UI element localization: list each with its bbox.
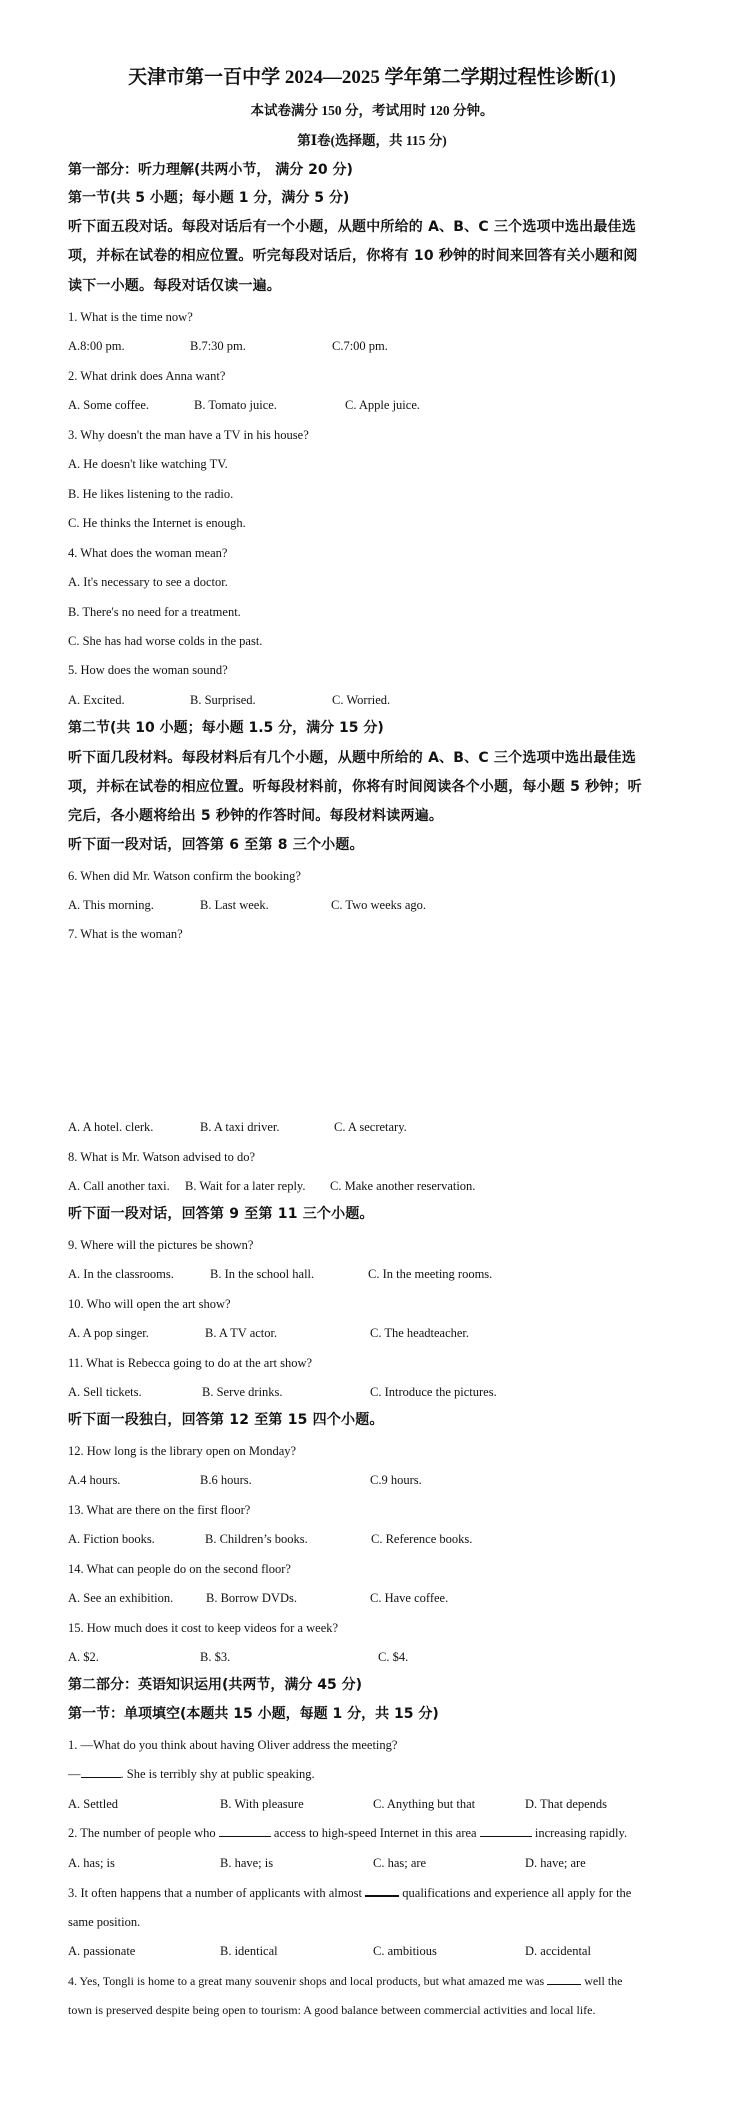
option-b: B. $3. xyxy=(200,1650,231,1664)
question-stem: 9. Where will the pictures be shown? xyxy=(68,1238,254,1252)
option-b: B. A TV actor. xyxy=(205,1326,278,1340)
question-stem: 2. What drink does Anna want? xyxy=(68,369,226,383)
question-stem: 12. How long is the library open on Monday? xyxy=(68,1444,297,1458)
option-b: B. Serve drinks. xyxy=(202,1385,283,1399)
option-b: B.7:30 pm. xyxy=(190,339,246,353)
stem-text: 3. It often happens that a number of applicants with almost xyxy=(68,1886,363,1900)
question-stem: 11. What is Rebecca going to do at the art show? xyxy=(68,1356,313,1370)
option-d: D. That depends xyxy=(525,1797,608,1811)
answer-blank[interactable] xyxy=(365,1884,399,1897)
volume-heading: 第Ⅰ卷(选择题，共 115 分) xyxy=(297,133,447,148)
option-b: B. have; is xyxy=(220,1856,274,1870)
question-stem-line2: same position. xyxy=(68,1915,141,1929)
option-a: A. Excited. xyxy=(68,693,125,707)
part2-heading: 第二部分：英语知识运用(共两节，满分 45 分) xyxy=(68,1677,363,1693)
option-a: A. He doesn't like watching TV. xyxy=(68,457,228,471)
question-stem xyxy=(68,1825,627,1841)
option-c: C. A secretary. xyxy=(334,1120,407,1134)
stem-text: well the xyxy=(584,1974,623,1988)
question-stem: 8. What is Mr. Watson advised to do? xyxy=(68,1150,256,1164)
option-b: B. identical xyxy=(220,1944,278,1958)
option-b: B. With pleasure xyxy=(220,1797,304,1811)
option-c: C. Two weeks ago. xyxy=(331,898,427,912)
option-a: A. Settled xyxy=(68,1797,118,1811)
question-stem: 4. What does the woman mean? xyxy=(68,546,228,560)
option-c: C. Apple juice. xyxy=(345,398,420,412)
question-stem: 13. What are there on the first floor? xyxy=(68,1503,251,1517)
option-a: A. See an exhibition. xyxy=(68,1591,174,1605)
question-stem: 5. How does the woman sound? xyxy=(68,663,228,677)
instruction-line: 项，并标在试卷的相应位置。听每段材料前，你将有时间阅读各个小题，每小题 5 秒钟；听 xyxy=(68,779,642,795)
option-a: A.4 hours. xyxy=(68,1473,121,1487)
instruction-line: 听下面五段对话。每段对话后有一个小题，从题中所给的 A、B、C 三个选项中选出最佳选 xyxy=(68,219,636,235)
option-b: B. Tomato juice. xyxy=(194,398,277,412)
option-b: B. There's no need for a treatment. xyxy=(68,605,241,619)
stem-text: 2. The number of people who xyxy=(68,1826,216,1840)
question-stem: 7. What is the woman? xyxy=(68,927,183,941)
part1-heading: 第一部分：听力理解(共两小节， 满分 20 分) xyxy=(68,162,353,178)
option-a: A. $2. xyxy=(68,1650,99,1664)
question-stem-line2 xyxy=(68,1766,315,1782)
answer-blank[interactable] xyxy=(81,1766,121,1778)
option-c: C. In the meeting rooms. xyxy=(368,1267,493,1281)
stem-text: increasing rapidly. xyxy=(534,1826,628,1840)
stem-text: . She is terribly shy at public speaking. xyxy=(120,1767,315,1781)
question-stem: 1. —What do you think about having Oliver address the meeting? xyxy=(68,1738,398,1752)
option-c: C. He thinks the Internet is enough. xyxy=(68,516,246,530)
stem-text: access to high-speed Internet in this area xyxy=(273,1826,477,1840)
question-stem: 1. What is the time now? xyxy=(68,310,193,324)
part1-sec2-heading: 第二节(共 10 小题；每小题 1.5 分，满分 15 分) xyxy=(68,720,384,736)
option-c: C. ambitious xyxy=(373,1944,437,1958)
option-a: A. Sell tickets. xyxy=(68,1385,142,1399)
option-a: A. It's necessary to see a doctor. xyxy=(68,575,228,589)
instruction-line: 项，并标在试卷的相应位置。听完每段对话后，你将有 10 秒钟的时间来回答有关小题和阅 xyxy=(68,248,638,264)
option-c: C.9 hours. xyxy=(370,1473,422,1487)
option-c: C. Introduce the pictures. xyxy=(370,1385,497,1399)
exam-subtitle: 本试卷满分 150 分，考试用时 120 分钟。 xyxy=(250,103,494,118)
question-stem xyxy=(68,1884,631,1901)
option-a: A. has; is xyxy=(68,1856,115,1870)
option-c: C. Have coffee. xyxy=(370,1591,449,1605)
instruction-line: 完后，各小题将给出 5 秒钟的作答时间。每段材料读两遍。 xyxy=(68,808,444,824)
answer-blank[interactable] xyxy=(547,1973,581,1985)
question-stem xyxy=(68,1973,623,1989)
option-c: C. Reference books. xyxy=(371,1532,473,1546)
option-c: C. $4. xyxy=(378,1650,409,1664)
question-stem: 10. Who will open the art show? xyxy=(68,1297,231,1311)
option-c: C. Make another reservation. xyxy=(330,1179,476,1193)
option-c: C. Worried. xyxy=(332,693,391,707)
option-c: C. Anything but that xyxy=(373,1797,476,1811)
option-a: A. Some coffee. xyxy=(68,398,149,412)
option-b: B. A taxi driver. xyxy=(200,1120,280,1134)
question-stem: 6. When did Mr. Watson confirm the booking? xyxy=(68,869,301,883)
option-b: B.6 hours. xyxy=(200,1473,252,1487)
group-heading: 听下面一段对话，回答第 6 至第 8 三个小题。 xyxy=(68,837,364,853)
option-b: B. He likes listening to the radio. xyxy=(68,487,234,501)
option-a: A. Call another taxi. xyxy=(68,1179,170,1193)
option-c: C. The headteacher. xyxy=(370,1326,470,1340)
question-stem: 3. Why doesn't the man have a TV in his house? xyxy=(68,428,309,442)
option-d: D. accidental xyxy=(525,1944,591,1958)
answer-blank[interactable] xyxy=(480,1825,532,1837)
group-heading: 听下面一段对话，回答第 9 至第 11 三个小题。 xyxy=(68,1206,374,1222)
option-c: C.7:00 pm. xyxy=(332,339,388,353)
option-b: B. Last week. xyxy=(200,898,269,912)
option-a: A. Fiction books. xyxy=(68,1532,155,1546)
option-d: D. have; are xyxy=(525,1856,586,1870)
option-a: A. In the classrooms. xyxy=(68,1267,174,1281)
question-stem-line2: town is preserved despite being open to tourism: A good balance between commercial activities and local life. xyxy=(68,2003,596,2017)
option-a: A. A hotel. clerk. xyxy=(68,1120,154,1134)
option-b: B. In the school hall. xyxy=(210,1267,315,1281)
question-stem: 14. What can people do on the second floor? xyxy=(68,1562,291,1576)
stem-text: qualifications and experience all apply for the xyxy=(402,1886,632,1900)
option-b: B. Borrow DVDs. xyxy=(206,1591,297,1605)
part1-sec1-heading: 第一节(共 5 小题；每小题 1 分，满分 5 分) xyxy=(68,190,350,206)
instruction-line: 听下面几段材料。每段材料后有几个小题，从题中所给的 A、B、C 三个选项中选出最佳选 xyxy=(68,750,636,766)
option-c: C. has; are xyxy=(373,1856,427,1870)
part2-sec1-heading: 第一节：单项填空(本题共 15 小题，每题 1 分，共 15 分) xyxy=(68,1706,439,1722)
option-c: C. She has had worse colds in the past. xyxy=(68,634,263,648)
answer-blank[interactable] xyxy=(219,1825,271,1837)
group-heading: 听下面一段独白，回答第 12 至第 15 四个小题。 xyxy=(68,1412,384,1428)
option-a: A.8:00 pm. xyxy=(68,339,125,353)
option-a: A. A pop singer. xyxy=(68,1326,149,1340)
dash: — xyxy=(68,1767,81,1781)
option-b: B. Wait for a later reply. xyxy=(185,1179,306,1193)
question-stem: 15. How much does it cost to keep videos for a week? xyxy=(68,1621,339,1635)
option-b: B. Children’s books. xyxy=(205,1532,308,1546)
stem-text: 4. Yes, Tongli is home to a great many souvenir shops and local products, but what amazed me was xyxy=(68,1974,545,1988)
instruction-line: 读下一小题。每段对话仅读一遍。 xyxy=(68,278,281,294)
exam-title: 天津市第一百中学 2024—2025 学年第二学期过程性诊断(1) xyxy=(128,67,616,88)
option-a: A. passionate xyxy=(68,1944,136,1958)
option-a: A. This morning. xyxy=(68,898,154,912)
option-b: B. Surprised. xyxy=(190,693,256,707)
